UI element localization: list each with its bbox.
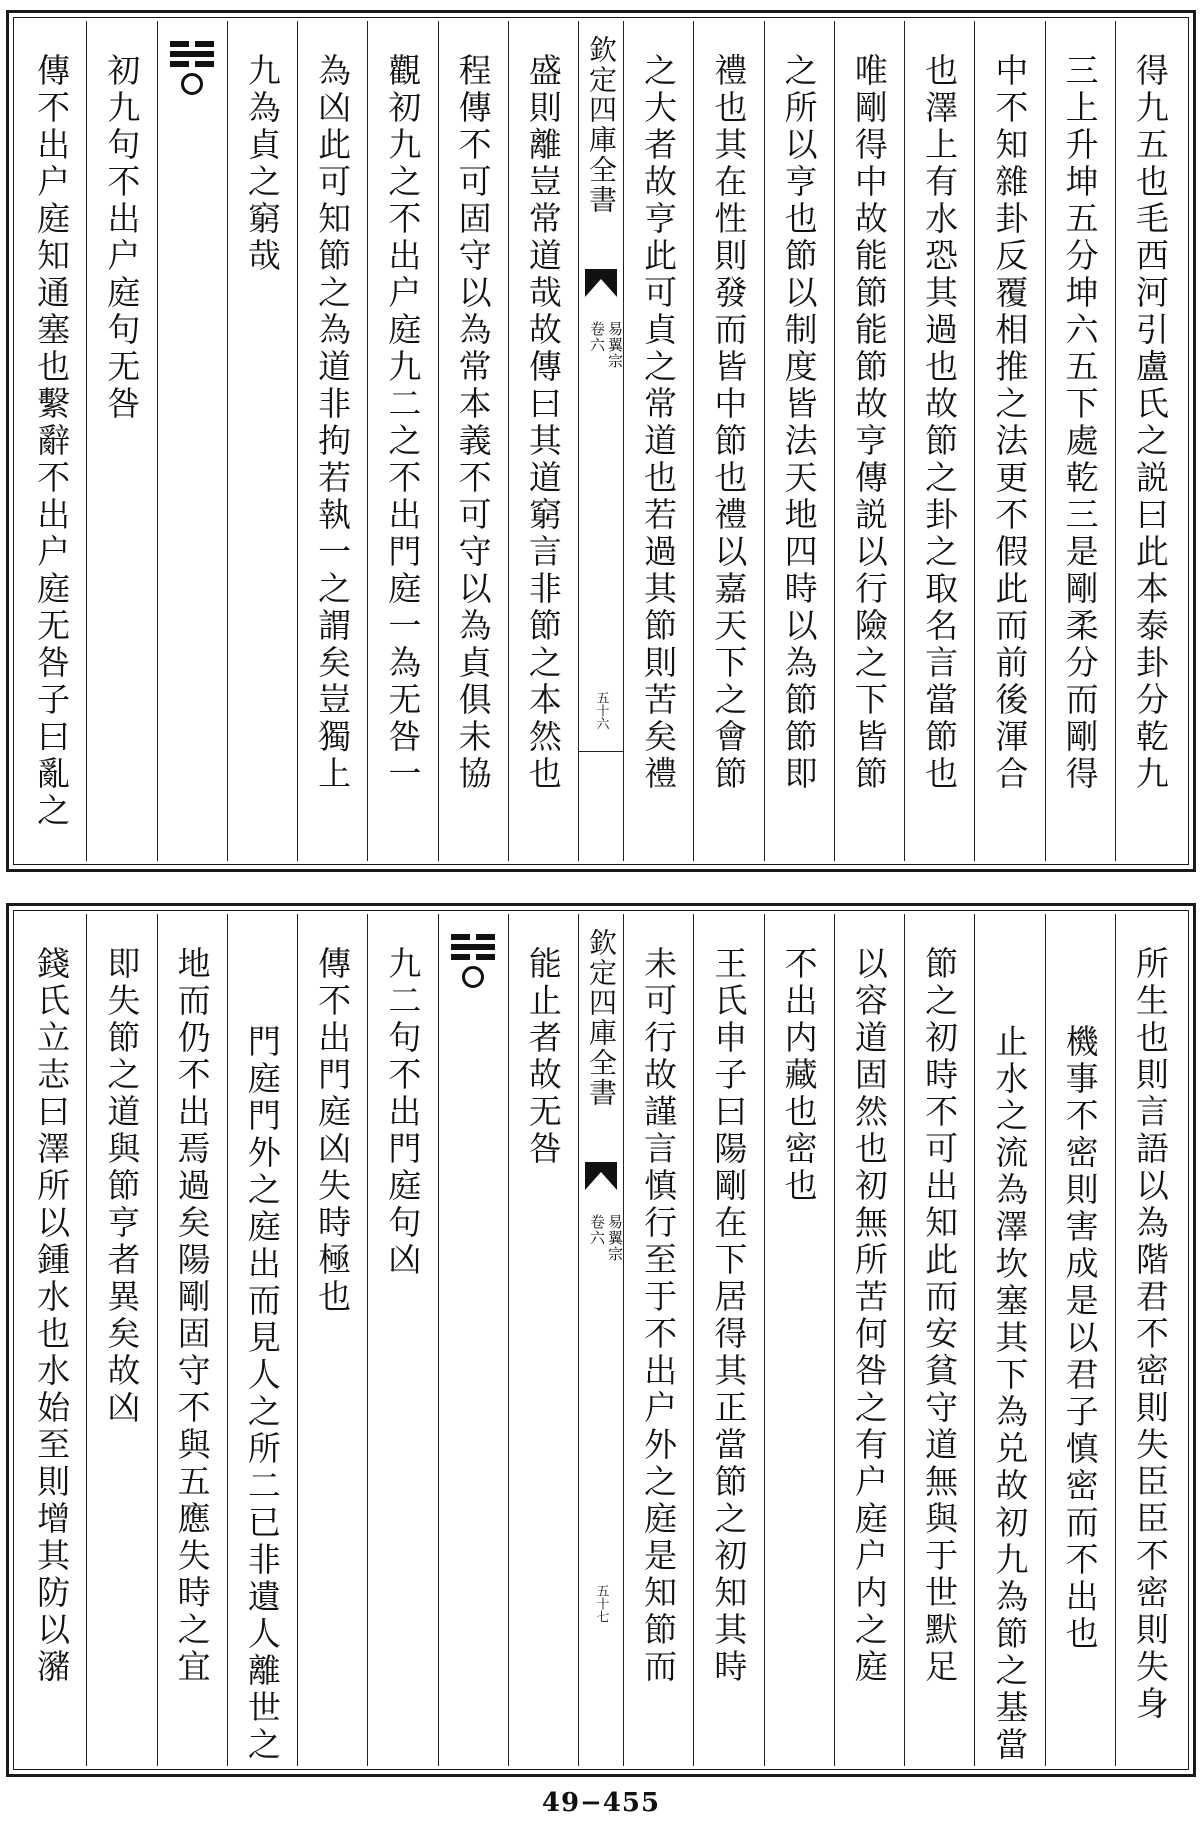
text-column: 九為貞之窮哉: [227, 21, 297, 861]
top-page-frame: [6, 10, 1196, 872]
volume-number: 卷六: [588, 1214, 606, 1246]
circle-mark-icon: [181, 73, 203, 95]
fish-tail-mark-icon: [585, 1162, 617, 1190]
text-column: 王氏申子曰陽剛在下居得其正當節之初知其時: [693, 914, 763, 1766]
center-gutter: [578, 914, 623, 1766]
text-column: 以容道固然也初無所苦何咎之有户庭户内之庭: [834, 914, 904, 1766]
text-column: 止水之流為澤坎塞其下為兑故初九為節之基當: [974, 914, 1044, 1766]
text-column: 機事不密則害成是以君子慎密而不出也: [1045, 914, 1115, 1766]
folio-number: 五十七: [593, 1584, 609, 1623]
text-column: 中不知雜卦反覆相推之法更不假此而前後渾合: [974, 21, 1044, 861]
book-title: 易翼宗: [606, 321, 624, 369]
book-title: 易翼宗: [606, 1214, 624, 1262]
bottom-page-frame: [6, 903, 1196, 1777]
collection-title: 欽定四庫全書: [585, 35, 618, 215]
text-column: 九二句不出門庭句凶: [367, 914, 437, 1766]
text-column: 三上升坤五分坤六五下處乾三是剛柔分而剛得: [1045, 21, 1115, 861]
hexagram-icon: [451, 934, 495, 988]
text-column: 程傳不可固守以為常本義不可守以為貞俱未協: [438, 21, 508, 861]
text-column: 之大者故亨此可貞之常道也若過其節則苦矣禮: [623, 21, 693, 861]
text-column: 節之初時不可出知此而安貧守道無與于世默足: [904, 914, 974, 1766]
top-columns: [17, 21, 1185, 861]
text-column: 得九五也毛西河引盧氏之説曰此本泰卦分乾九: [1115, 21, 1185, 861]
hexagram-icon: [170, 41, 214, 95]
fish-tail-mark-icon: [585, 269, 617, 297]
text-column: 盛則離豈常道哉故傳曰其道窮言非節之本然也: [508, 21, 578, 861]
text-column: 也澤上有水恐其過也故節之卦之取名言當節也: [904, 21, 974, 861]
collection-title: 欽定四庫全書: [585, 928, 618, 1108]
hexagram-column: [157, 21, 227, 861]
text-column: 能止者故无咎: [508, 914, 578, 1766]
text-column: 不出内藏也密也: [764, 914, 834, 1766]
text-column: 未可行故謹言慎行至于不出户外之庭是知節而: [623, 914, 693, 1766]
text-column: 地而仍不出焉過矣陽剛固守不與五應失時之宜: [157, 914, 227, 1766]
text-column: 所生也則言語以為階君不密則失臣臣不密則失身: [1115, 914, 1185, 1766]
text-column: 之所以亨也節以制度皆法天地四時以為節節即: [764, 21, 834, 861]
text-column: 初九句不出户庭句无咎: [86, 21, 156, 861]
text-column: 傳不出門庭凶失時極也: [297, 914, 367, 1766]
folio-number: 五十六: [593, 691, 609, 730]
text-column: 傳不出户庭知通塞也繫辭不出户庭无咎子曰亂之: [32, 53, 72, 830]
text-column: 門庭門外之庭出而見人之所二已非遺人離世之: [227, 914, 297, 1766]
bottom-columns: [17, 914, 1185, 1766]
text-column: 禮也其在性則發而皆中節也禮以嘉天下之會節: [693, 21, 763, 861]
volume-number: 卷六: [588, 321, 606, 353]
text-column: 即失節之道與節亨者異矣故凶: [86, 914, 156, 1766]
text-column: 錢氏立志曰澤所以鍾水也水始至則增其防以瀦: [32, 946, 72, 1686]
center-gutter: [578, 21, 623, 861]
page-number: 49−455: [541, 1788, 661, 1818]
text-column: 為凶此可知節之為道非拘若執一之謂矣豈獨上: [297, 21, 367, 861]
hexagram-column: [438, 914, 508, 1766]
circle-mark-icon: [462, 966, 484, 988]
text-column: 觀初九之不出户庭九二之不出門庭一為无咎一: [367, 21, 437, 861]
text-column: 唯剛得中故能節能節故亨傳説以行險之下皆節: [834, 21, 904, 861]
